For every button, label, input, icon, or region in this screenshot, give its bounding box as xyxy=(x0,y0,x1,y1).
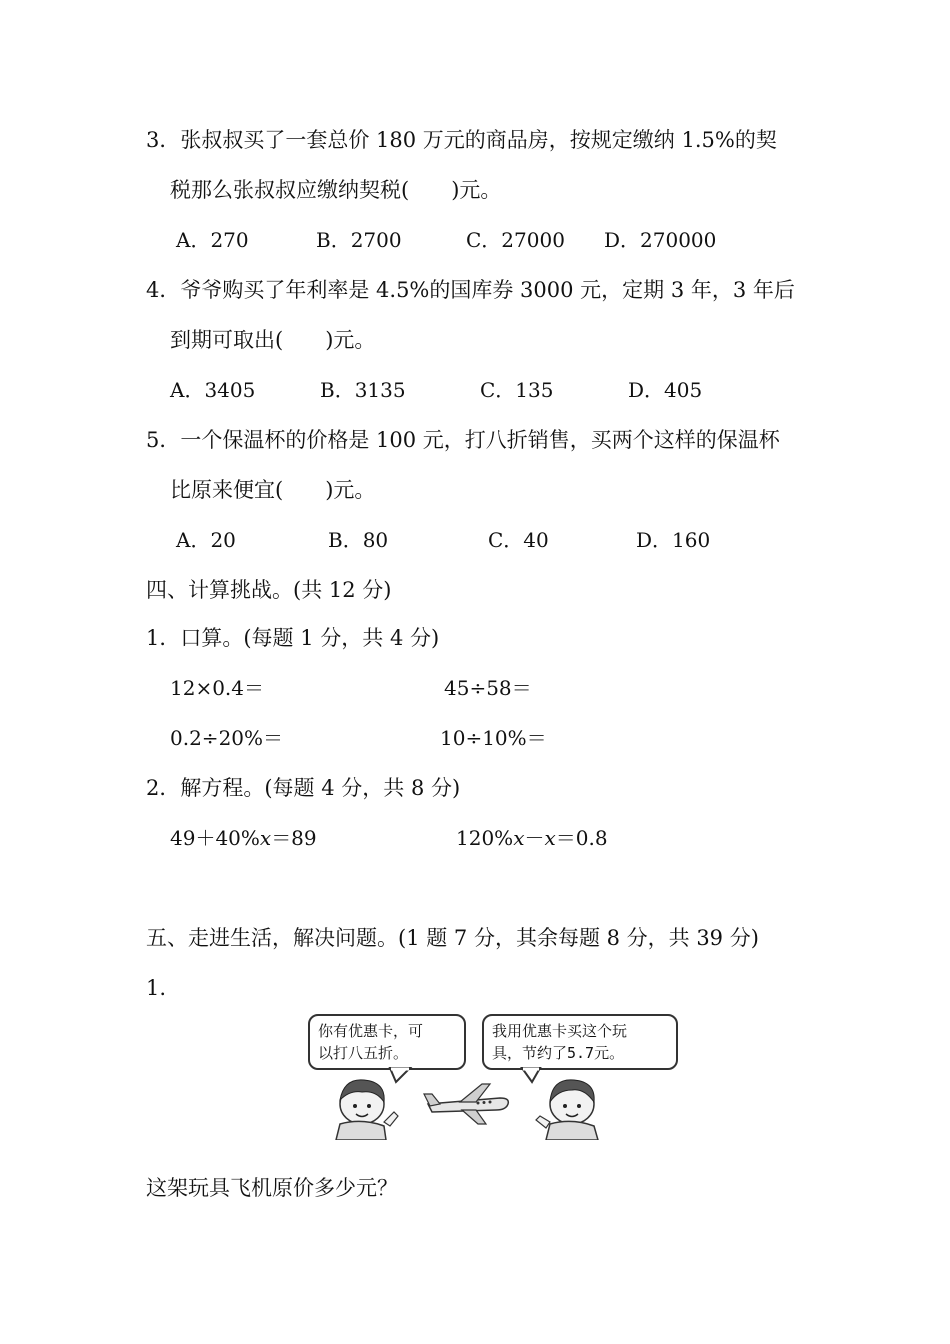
bubble-tail-left xyxy=(390,1068,410,1082)
q3-option-d: D．270000 xyxy=(604,228,717,252)
section5-question: 这架玩具飞机原价多少元？ xyxy=(146,1176,398,1200)
eq2-part-b: ＝0.8 xyxy=(555,826,608,850)
eq2-variable-2: x xyxy=(544,826,556,850)
q3-option-c: C．27000 xyxy=(466,228,565,252)
q3-option-a: A．270 xyxy=(176,228,249,252)
oral-calc-1: 12×0.4＝ xyxy=(170,676,265,700)
eq2-part-a: 120% xyxy=(456,826,514,850)
eq1-variable: x xyxy=(259,826,272,850)
q5-option-c: C．40 xyxy=(488,528,549,552)
eq1-part-a: 49＋40% xyxy=(170,826,260,850)
q4-option-d: D．405 xyxy=(628,378,703,402)
bubble-left-line2: 以打八五折。 xyxy=(318,1044,409,1062)
oral-calc-3: 0.2÷20%＝ xyxy=(170,726,284,750)
q5-line1: 5．一个保温杯的价格是 100 元，打八折销售，买两个这样的保温杯 xyxy=(146,428,780,452)
q3-option-b: B．2700 xyxy=(316,228,402,252)
equation-1 xyxy=(170,824,317,852)
bubble-tail-right xyxy=(522,1068,540,1082)
eq2-variable-1: x xyxy=(513,826,525,850)
q5-option-d: D．160 xyxy=(636,528,711,552)
section4-sub2: 2．解方程。(每题 4 分，共 8 分) xyxy=(146,776,461,800)
boy-figure xyxy=(536,1080,598,1140)
q4-option-b: B．3135 xyxy=(320,378,406,402)
q3-line2: 税那么张叔叔应缴纳契税( )元。 xyxy=(170,178,502,202)
eq2-minus: － xyxy=(524,826,545,850)
section4-sub1: 1．口算。(每题 1 分，共 4 分) xyxy=(146,626,440,650)
q5-option-b: B．80 xyxy=(328,528,389,552)
eq1-part-b: ＝89 xyxy=(271,826,317,850)
girl-figure xyxy=(336,1080,398,1140)
q4-option-a: A．3405 xyxy=(170,378,256,402)
bubble-left-line1: 你有优惠卡，可 xyxy=(318,1022,424,1040)
airplane-icon xyxy=(424,1084,508,1124)
oral-calc-4: 10÷10%＝ xyxy=(440,726,547,750)
q3-line1: 3．张叔叔买了一套总价 180 万元的商品房，按规定缴纳 1.5%的契 xyxy=(146,128,777,152)
q4-option-c: C．135 xyxy=(480,378,554,402)
q4-line2: 到期可取出( )元。 xyxy=(170,328,376,352)
section5-q1-label: 1. xyxy=(146,976,167,1000)
q5-option-a: A．20 xyxy=(176,528,236,552)
bubble-right-line2: 具，节约了5.7元。 xyxy=(492,1044,625,1062)
oral-calc-2: 45÷58＝ xyxy=(444,676,532,700)
section4-title: 四、计算挑战。(共 12 分) xyxy=(146,578,392,602)
q5-line2: 比原来便宜( )元。 xyxy=(170,478,376,502)
equation-2 xyxy=(456,824,608,852)
illustration xyxy=(300,1060,700,1140)
q4-line1: 4．爷爷购买了年利率是 4.5%的国库券 3000 元，定期 3 年，3 年后 xyxy=(146,278,795,302)
section5-title: 五、走进生活，解决问题。(1 题 7 分，其余每题 8 分，共 39 分) xyxy=(146,926,759,950)
bubble-right-line1: 我用优惠卡买这个玩 xyxy=(492,1022,628,1040)
